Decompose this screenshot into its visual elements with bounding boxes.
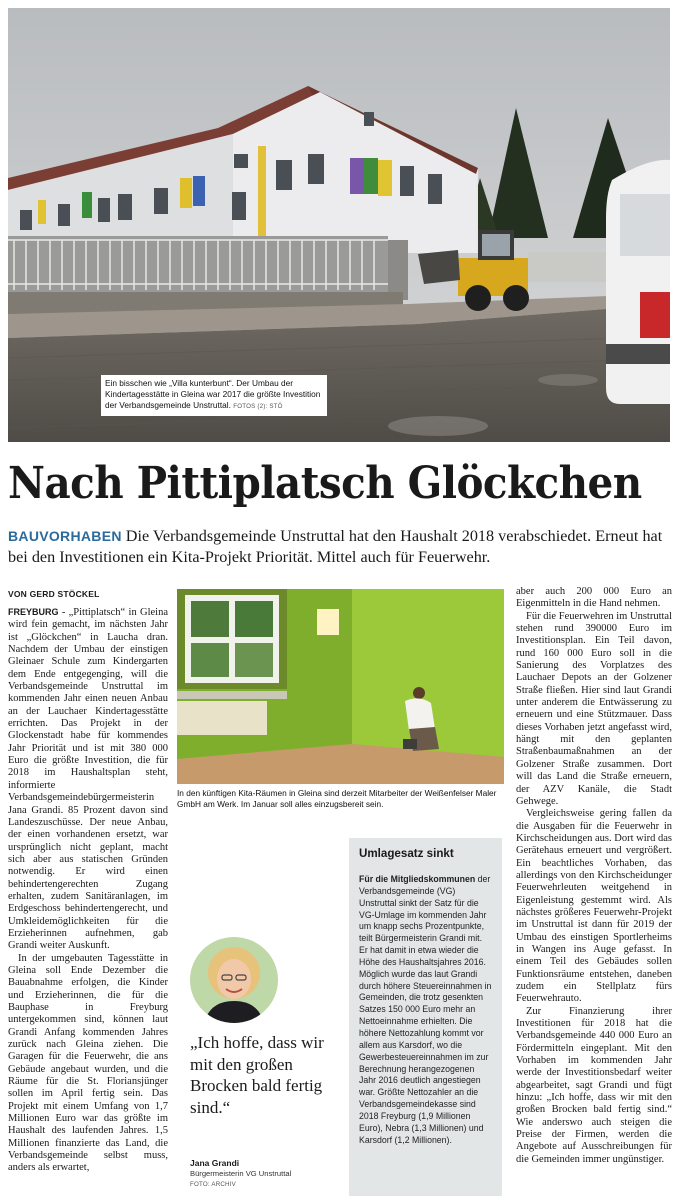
- quote-role: Bürgermeisterin VG Unstruttal: [190, 1169, 292, 1178]
- article-paragraph: In der umgebauten Tagesstätte in Gleina soll Ende Dezember die Bauabnahme erfolgen, die Kinder und Erzieherinnen, die für die Bauphase in Freyburg untergekommen sind, können laut Grandi Anfang kommenden Jahres zurück nach Gleina ziehen. Die Garagen für die Feuerwehr, die ans Gebäude angebaut wurden, und die Räume für die St. Floriansjünger sollen im April fertig sein. Das Projekt mit einem Umfang von 1,7 Millionen Euro war das größte im Haushalt des laufenden Jahres. 1,5 Millionen finanzierte das Land, die Verbandsgemeinde selbst muss, anders als erwartet,: [8, 952, 168, 1174]
- portrait-jana-grandi: [190, 937, 278, 1023]
- byline: VON GERD STÖCKEL: [8, 589, 100, 599]
- article-paragraph: Zur Finanzierung ihrer Investitionen für 2018 hat die Verbandsgemeinde 440 000 Euro an Fördermitteln eingeplant. Mit den Vorhaben im kommenden Jahr werde der Investitionsbedarf weiter abgearbeitet, sagt Grandi und fügt hinzu: „Ich hoffe, dass wir mit den großen Brocken bald fertig sind.“ Wie anderswo auch steigen die Preise der Firmen, werden die Angebote auf Ausschreibungen für die Gemeinden immer ungünstiger.: [516, 1005, 672, 1165]
- article-paragraph: [8, 606, 168, 953]
- photo1-credit: FOTOS (2): STÖ: [233, 403, 283, 411]
- info-box: [349, 838, 502, 1196]
- article-paragraph: Vergleichsweise gering fallen da die Ausgaben für die Feuerwehr in Kirchscheidungen aus. Dort wird das Gerätehaus erneuert und vergrößert. Ein beachtliches Vorhaben, das allerdings von den Kirchscheidunger Feuerwehrleuten weitgehend in Eigenleistung gestemmt wird. Als nächstes größeres Feuerwehr-Projekt im Unstruttal ist dann für 2019 der Umbau des einstigen Sportlerheims in Wangen ins Auge gefasst. In einem Teil des Gebäudes sollen Funktionsräume entstehen, daneben zudem ein Stellplatz fürs Feuerwehrauto.: [516, 808, 673, 1005]
- article-column-3: [516, 586, 672, 1166]
- photo1-caption: [101, 375, 327, 416]
- headline: Nach Pittiplatsch Glöckchen: [8, 458, 642, 509]
- info-box-lead: Für die Mitgliedskommunen: [359, 874, 476, 884]
- photo-kita-room: [177, 589, 504, 784]
- article-column-1: [8, 606, 168, 1175]
- quote-name: Jana Grandi: [190, 1158, 240, 1168]
- quote-photo-credit: FOTO: ARCHIV: [190, 1181, 236, 1188]
- info-box-text: [359, 874, 493, 1146]
- kicker: BAUVORHABEN: [8, 528, 122, 544]
- photo2-caption: In den künftigen Kita-Räumen in Gleina sind derzeit Mitarbeiter der Weißenfelser Maler GmbH am Werk. Im Januar soll alles einzugsbereit sein.: [177, 788, 497, 810]
- photo1-caption-text: Ein bisschen wie „Villa kunterbunt“. Der Umbau der Kindertagesstätte in Gleina war 2017 die größte Investition der Verbandsgemeinde Unstruttal.: [105, 378, 321, 411]
- article-paragraph: aber auch 200 000 Euro an Eigenmitteln in die Hand nehmen.: [516, 586, 672, 610]
- subheadline: [8, 526, 672, 568]
- paragraph-text: - „Pittiplatsch“ in Gleina wird fein gemacht, im nächsten Jahr ist „Glöckchen“ in Laucha dran. Nachdem der Umbau der einstigen Gleinaer Schule zum Kindergarten dem Ende entgegenging, will die Verbandsgemeinde Unstruttal im kommenden Jahr einen neuen Anbau an der Lauchaer Kindertagesstätte errichten. Das Projekt in der Glockenstadt habe für kommendes Jahr Priorität und ist mit 380 000 Euro die größte Investition, die für 2018 im Haushaltsplan steht, informierte Verbandsgemeindebürgermeisterin Jana Grandi. 85 Prozent davon sind Landeszuschüsse. Der neue Anbau, der einen vorhandenen ersetzt, war ursprünglich nicht geplant, macht sich aber aus statischen Gründen notwendig. Er wird einen behindertengerechten Zugang erhalten, zudem Sanitäranlagen, im Erdgeschoss behindertengerecht, und Umkleidemöglichkeiten für die Erzieherinnen aufnehmen, gab Grandi weiter Auskunft.: [8, 607, 168, 952]
- info-box-title: Umlagesatz sinkt: [359, 847, 454, 860]
- info-box-body: der Verbandsgemeinde (VG) Unstruttal sinkt der Satz für die VG-Umlage im kommenden Jahr um knapp sechs Prozentpunkte, teilt Bürgermeisterin Grandi mit. Er hat damit in etwa wieder die Höhe des Haushaltsjahres 2016. Möglich wurde das laut Grandi durch höhere Steuereinnahmen in Gemeinden, die trotz gesenkten Satzes 150 000 Euro mehr an Nettoeinnahme erhielten. Die höhere Nettozahlung kommt vor allem aus Karsdorf, wo die Gewerbesteuereinnahmen im zur Berechnung herangezogenen Jahr 2016 deutlich angestiegen war. Größte Nettozahler an die Verbandsgemeindekasse sind 2018 Freyburg (1,9 Millionen Euro), Nebra (1,3 Millionen) und Karsdorf (1,2 Millionen).: [359, 874, 492, 1145]
- article-paragraph: Für die Feuerwehren im Unstruttal stehen rund 390000 Euro im Investitionsplan. Ein Teil davon, rund 160 000 Euro soll in die Sanierung des Vorplatzes des Lauchaer Depots an der Golzener Straße fließen. Hier sind laut Grandi unter anderem die Entwässerung zu erneuern und eine Stützmauer. Dass dieses Vorhaben jetzt angefasst wird, hängt mit den geplanten Straßenbaumaßnahmen an der Golzener Straße zusammen. Dort will das Land die Straße erneuern, der AZV Kanäle, die Stadt Gehwege.: [516, 610, 672, 807]
- dateline: FREYBURG: [8, 607, 59, 617]
- pull-quote: „Ich hoffe, dass wir mit den großen Brocken bald fertig sind.“: [190, 1033, 324, 1117]
- subheadline-text: Die Verbandsgemeinde Unstruttal hat den Haushalt 2018 verabschiedet. Erneut hat bei den Investitionen ein Kita-Projekt Priorität. Mittel auch für Feuerwehr.: [8, 527, 663, 566]
